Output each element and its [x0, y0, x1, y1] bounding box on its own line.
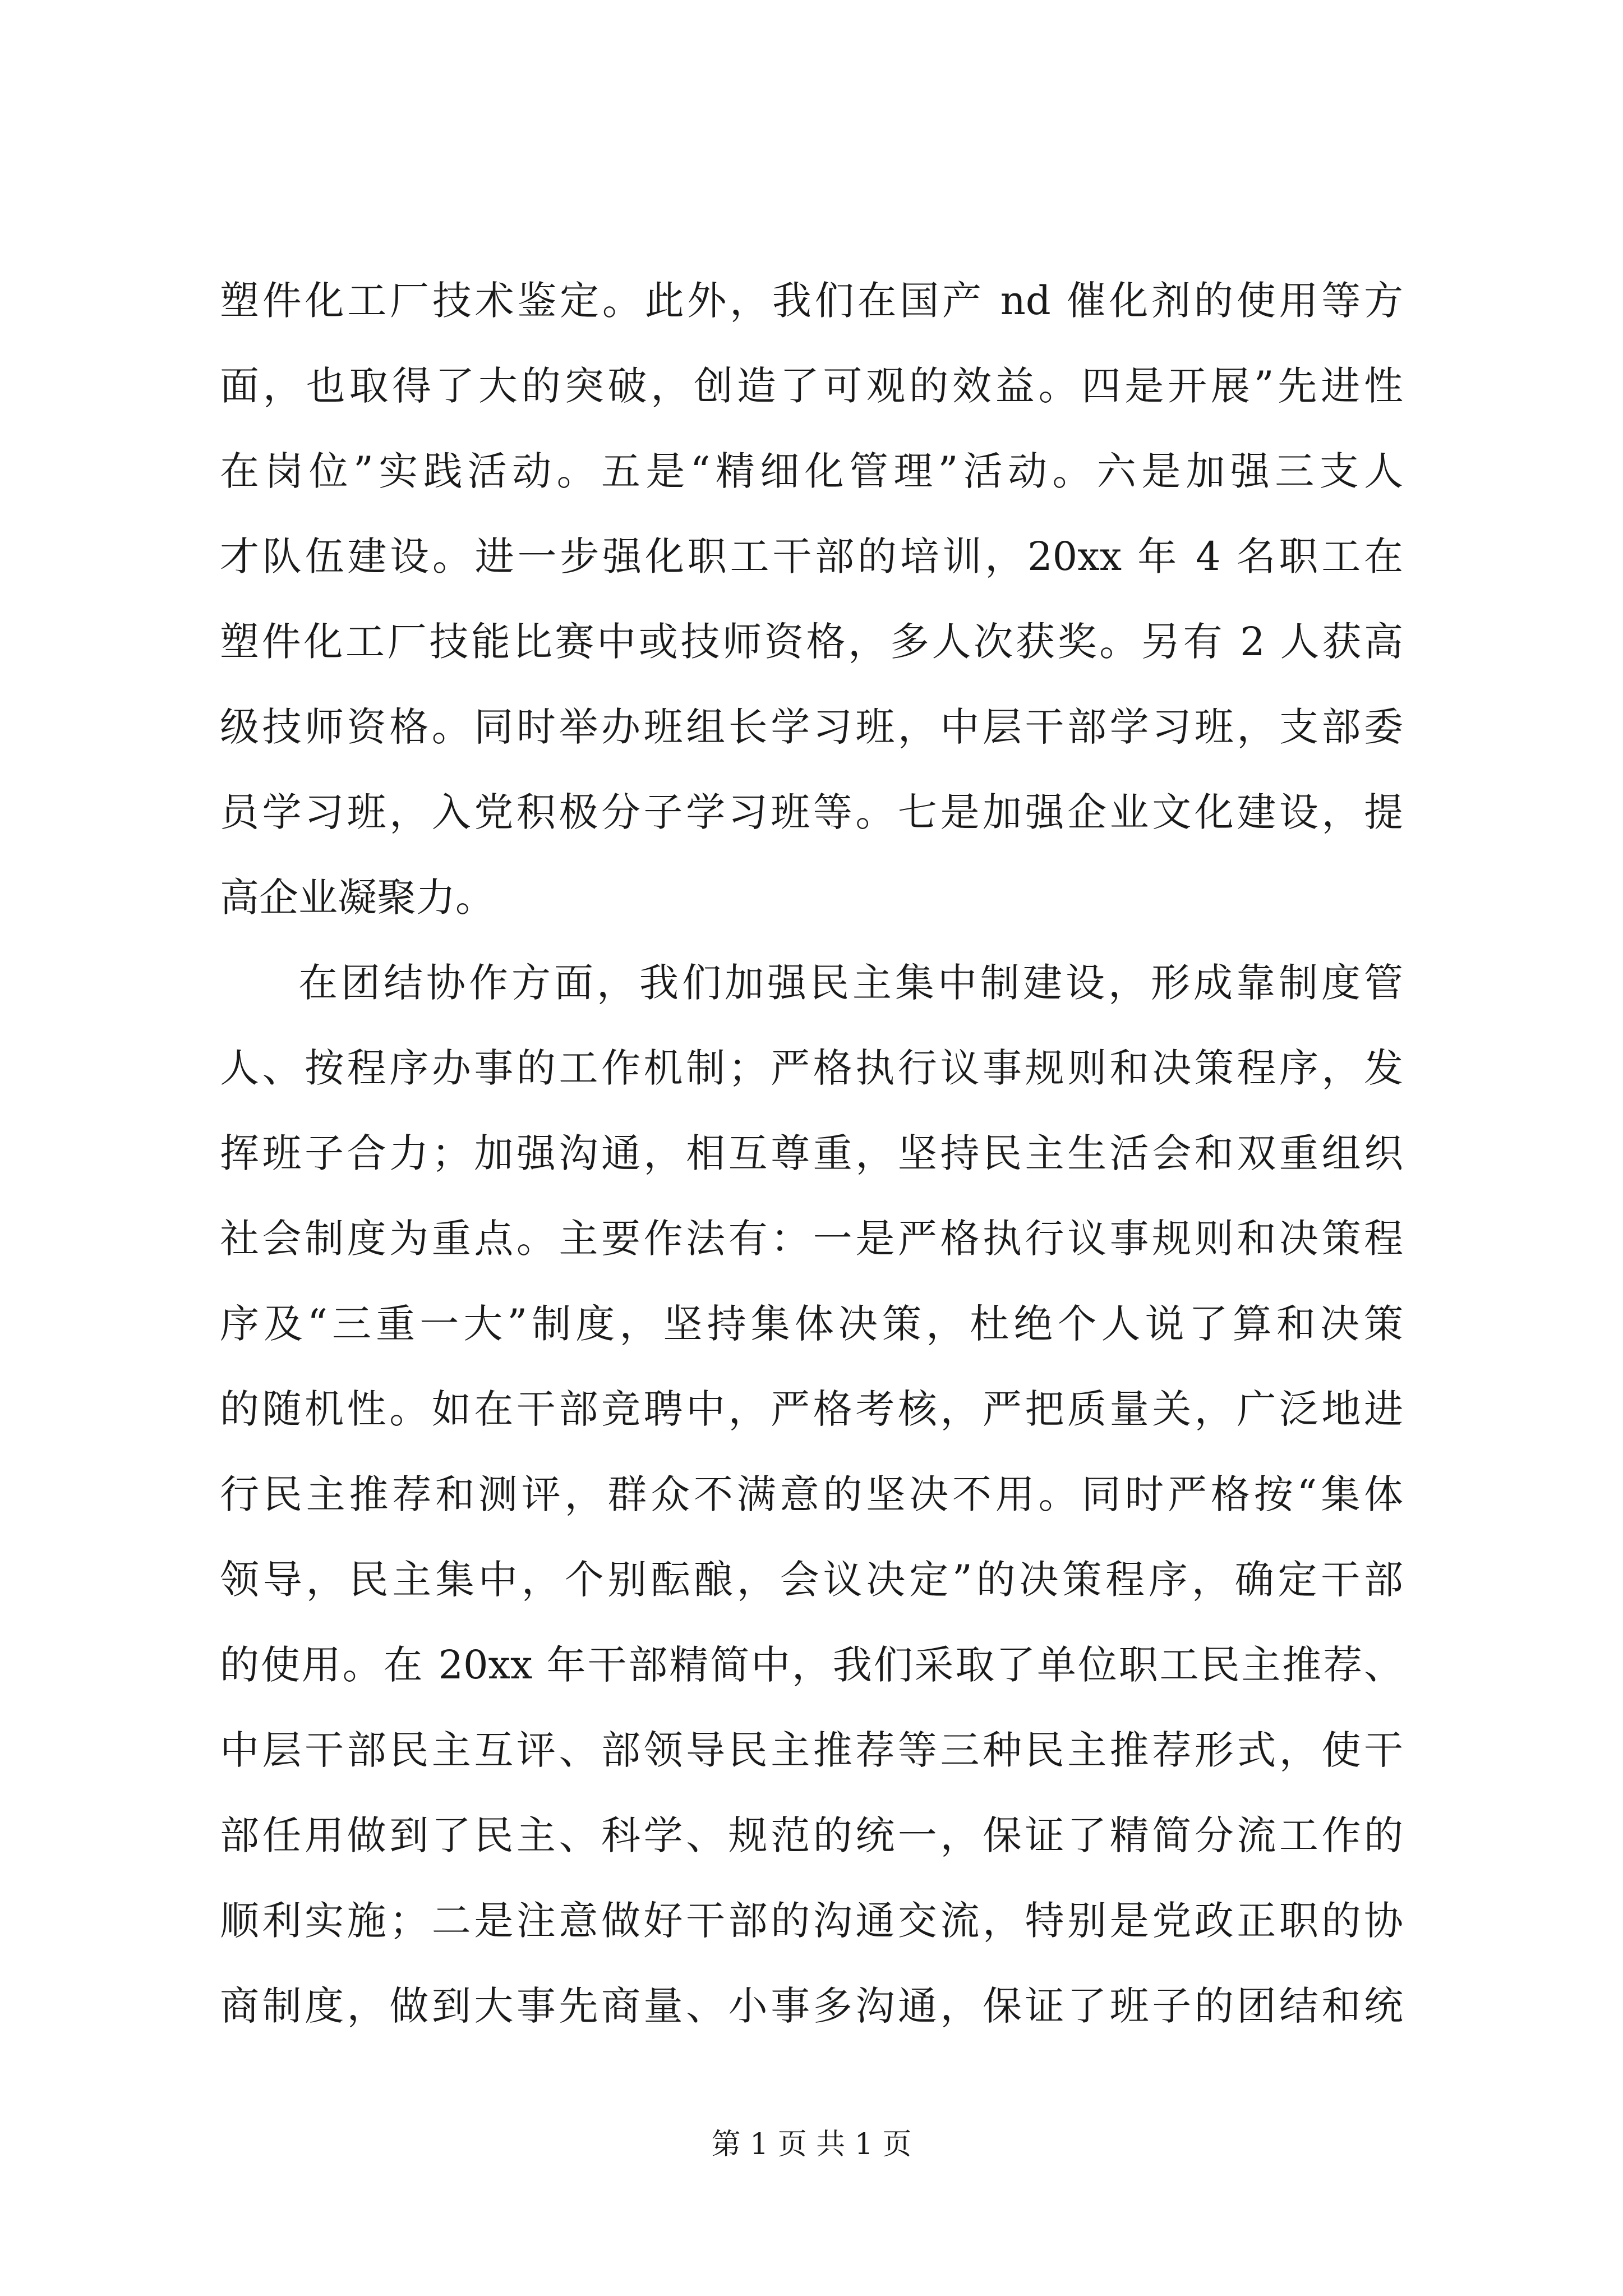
text-line: 塑件化工厂技能比赛中或技师资格，多人次获奖。另有 2 人获高 [220, 619, 1403, 665]
text-line: 级技师资格。同时举办班组长学习班，中层干部学习班，支部委 [220, 704, 1403, 750]
document-body [220, 258, 1403, 2049]
text-line: 人、按程序办事的工作机制；严格执行议事规则和决策程序，发 [220, 1045, 1403, 1091]
text-line: 的随机性。如在干部竞聘中，严格考核，严把质量关，广泛地进 [220, 1386, 1403, 1432]
text-line: 社会制度为重点。主要作法有：一是严格执行议事规则和决策程 [220, 1216, 1403, 1262]
text-line: 行民主推荐和测评，群众不满意的坚决不用。同时严格按“集体 [220, 1471, 1403, 1517]
text-line: 在岗位”实践活动。五是“精细化管理”活动。六是加强三支人 [220, 448, 1403, 494]
text-line: 面，也取得了大的突破，创造了可观的效益。四是开展”先进性 [220, 363, 1403, 409]
text-line: 高企业凝聚力。 [220, 875, 495, 921]
text-line: 中层干部民主互评、部领导民主推荐等三种民主推荐形式，使干 [220, 1727, 1403, 1773]
text-line: 部任用做到了民主、科学、规范的统一，保证了精简分流工作的 [220, 1812, 1403, 1858]
text-line: 员学习班，入党积极分子学习班等。七是加强企业文化建设，提 [220, 789, 1403, 835]
text-line: 领导，民主集中，个别酝酿，会议决定”的决策程序，确定干部 [220, 1557, 1403, 1603]
text-line: 挥班子合力；加强沟通，相互尊重，坚持民主生活会和双重组织 [220, 1130, 1403, 1176]
text-line: 顺利实施；二是注意做好干部的沟通交流，特别是党政正职的协 [220, 1898, 1403, 1944]
paragraph-1 [220, 258, 1403, 940]
text-line: 商制度，做到大事先商量、小事多沟通，保证了班子的团结和统 [220, 1983, 1403, 2029]
text-line: 序及“三重一大”制度，坚持集体决策，杜绝个人说了算和决策 [220, 1301, 1403, 1347]
text-line: 塑件化工厂技术鉴定。此外，我们在国产 nd 催化剂的使用等方 [220, 278, 1403, 324]
text-line: 才队伍建设。进一步强化职工干部的培训，20xx 年 4 名职工在 [220, 533, 1403, 579]
paragraph-2 [220, 940, 1403, 2049]
text-line: 在团结协作方面，我们加强民主集中制建设，形成靠制度管 [298, 960, 1403, 1006]
page-number-footer: 第 1 页 共 1 页 [711, 2128, 912, 2161]
text-line: 的使用。在 20xx 年干部精简中，我们采取了单位职工民主推荐、 [220, 1642, 1403, 1688]
